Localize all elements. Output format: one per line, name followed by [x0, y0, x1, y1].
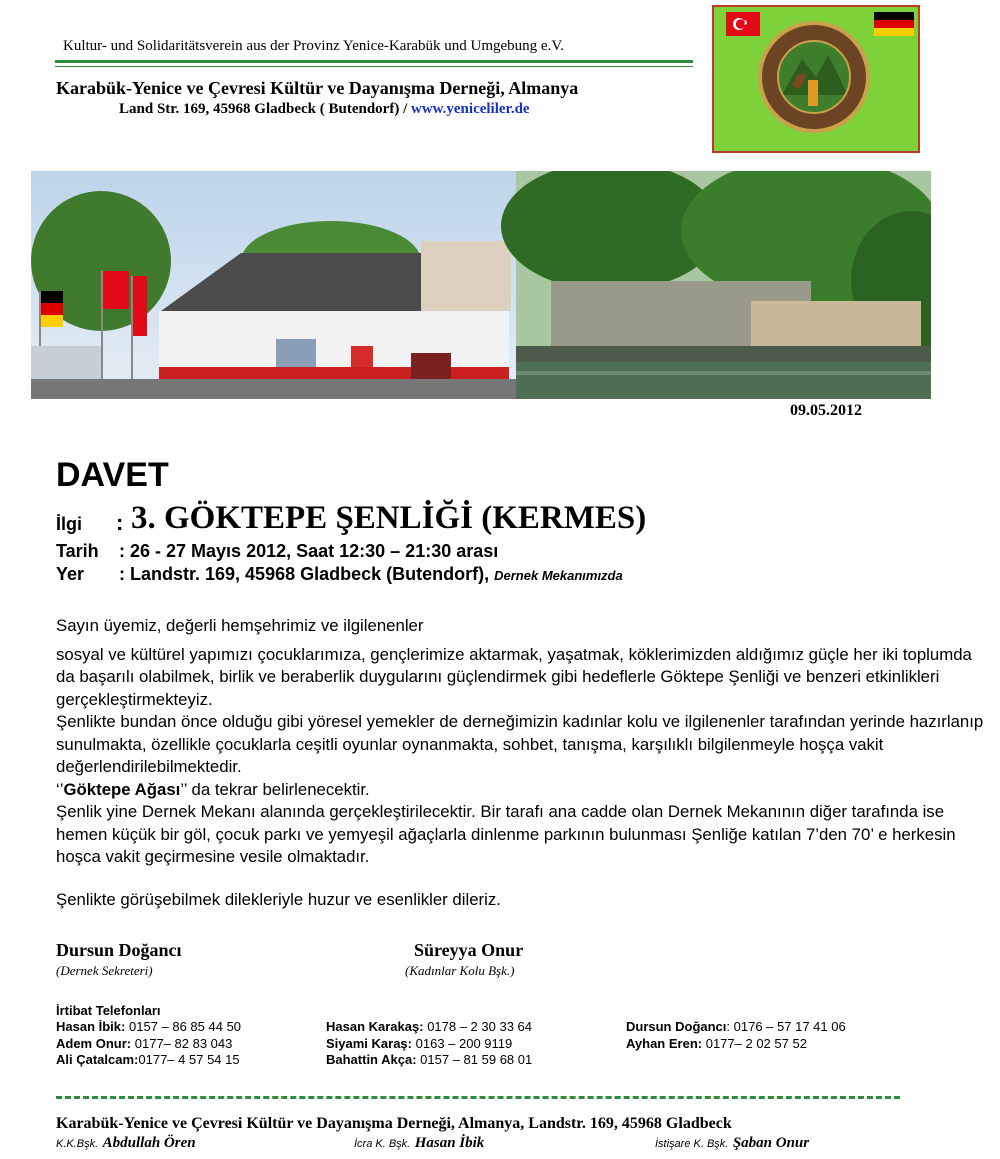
contact-entry: Bahattin Akça: 0157 – 81 59 68 01 — [326, 1052, 533, 1067]
contacts-column — [56, 1019, 241, 1069]
place-note: Dernek Mekanımızda — [494, 568, 623, 583]
signatory-name: Süreyya Onur — [414, 940, 524, 960]
paragraph-festival: Şenlikte bundan önce olduğu gibi yöresel yemekler de derneğimizin kadınlar kolu ve ilgilenenler tarafından yerinde hazırlanıp sunulmakta, özellikle çocuklarla ceşitli oyunlar oynanmakta, sohbet, tanışma, karşılıklı bilgilenmeyle hoşça vakit değerlendirilebilmektedir. — [56, 712, 984, 776]
header-rule — [55, 60, 693, 63]
contacts-title: İrtibat Telefonları — [56, 1003, 161, 1018]
venue-photo — [31, 171, 931, 399]
contact-entry: Siyami Karaş: 0163 – 200 9119 — [326, 1035, 513, 1051]
place-value — [119, 564, 623, 585]
contact-entry: Ali Çatalcam:0177– 4 57 54 15 — [56, 1052, 240, 1067]
signatory-role: (Kadınlar Kolu Bşk.) — [405, 963, 515, 978]
address-text: Land Str. 169, 45968 Gladbeck ( Butendorf) / — [119, 101, 408, 117]
footer-officer: K.K.Bşk. Abdullah Ören — [56, 1135, 196, 1151]
contacts-column — [626, 1019, 846, 1052]
place-label: Yer — [56, 564, 85, 584]
contact-entry: Dursun Doğancı: 0176 – 57 17 41 06 — [626, 1019, 846, 1034]
salutation: Sayın üyemiz, değerli hemşehrimiz ve ilgilenenler — [56, 616, 424, 635]
header-address — [119, 101, 530, 118]
agasi-title: Göktepe Ağası — [63, 779, 181, 799]
subject-label: İlgi — [56, 514, 82, 534]
subject-value: 3. GÖKTEPE ŞENLİĞİ (KERMES) — [131, 500, 647, 536]
contact-entry: Hasan Karakaş: 0178 – 2 30 33 64 — [326, 1019, 533, 1034]
contacts-column — [326, 1019, 532, 1069]
turkish-association-name: Karabük-Yenice ve Çevresi Kültür ve Dayanışma Derneği, Almanya — [56, 78, 579, 98]
turkish-flag-icon — [726, 12, 760, 36]
header-rule-thin — [55, 66, 693, 67]
letter-body — [56, 615, 986, 911]
place-address: : Landstr. 169, 45968 Gladbeck (Butendorf), — [119, 564, 490, 584]
date-value: : 26 - 27 Mayıs 2012, Saat 12:30 – 21:30 arası — [119, 541, 499, 561]
paragraph-venue: Şenlik yine Dernek Mekanı alanında gerçekleştirilecektir. Bir tarafı ana cadde olan Dernek Mekanının diğer tarafında ise hemen küçük bir göl, çocuk parkı ve yemyeşil ağaçlarla dinlenme parkının bulunması Şenliğe katılan 7’den 70’ e herkesin hoşca vakit geçirmesine vesile olmaktadır. — [56, 802, 956, 866]
footer-officer: İstişare K. Bşk. Şaban Onur — [655, 1135, 810, 1151]
footer-address: Karabük-Yenice ve Çevresi Kültür ve Dayanışma Derneği, Almanya, Landstr. 169, 45968 Gladbeck — [56, 1115, 732, 1132]
german-association-name: Kultur- und Solidaritätsverein aus der Provinz Yenice-Karabük und Umgebung e.V. — [63, 38, 564, 54]
quote-open: ‘’ — [56, 779, 64, 799]
website-link[interactable]: www.yeniceliler.de — [410, 101, 530, 117]
date-label: Tarih — [56, 541, 99, 561]
agasi-rest: ’’ da tekrar belirlenecektir. — [180, 779, 370, 799]
footer-officer: İcra K. Bşk. Hasan İbik — [354, 1135, 485, 1151]
contact-entry: Adem Onur: 0177– 82 83 043 — [56, 1035, 233, 1051]
signatory-role: (Dernek Sekreteri) — [56, 963, 153, 978]
letter-date: 09.05.2012 — [790, 402, 862, 419]
seal-icon — [758, 21, 870, 133]
paragraph-goals: sosyal ve kültürel yapımızı çocuklarımıza, gençlerimize aktarmak, yaşatmak, köklerimizden aldığımız güçle her iki toplumda da başarılı olabilmek, birlik ve beraberlik duygularını güçlendirmek gibi hedeflerle Göktepe Şenliği ve benzeri etkinlikleri gerçekleştirmekteyiz. — [56, 644, 972, 709]
contact-entry: Hasan İbik: 0157 – 86 85 44 50 — [56, 1019, 242, 1034]
association-logo — [712, 5, 920, 153]
page-title: DAVET — [56, 456, 169, 494]
closing: Şenlikte görüşebilmek dilekleriyle huzur ve esenlikler dileriz. — [56, 889, 501, 909]
contact-entry: Ayhan Eren: 0177– 2 02 57 52 — [626, 1035, 807, 1051]
footer-rule — [56, 1096, 900, 1099]
paragraph-agasi — [56, 779, 986, 802]
subject-colon: : — [116, 510, 124, 535]
german-flag-icon — [874, 12, 914, 36]
signatory-name: Dursun Doğancı — [56, 940, 182, 960]
